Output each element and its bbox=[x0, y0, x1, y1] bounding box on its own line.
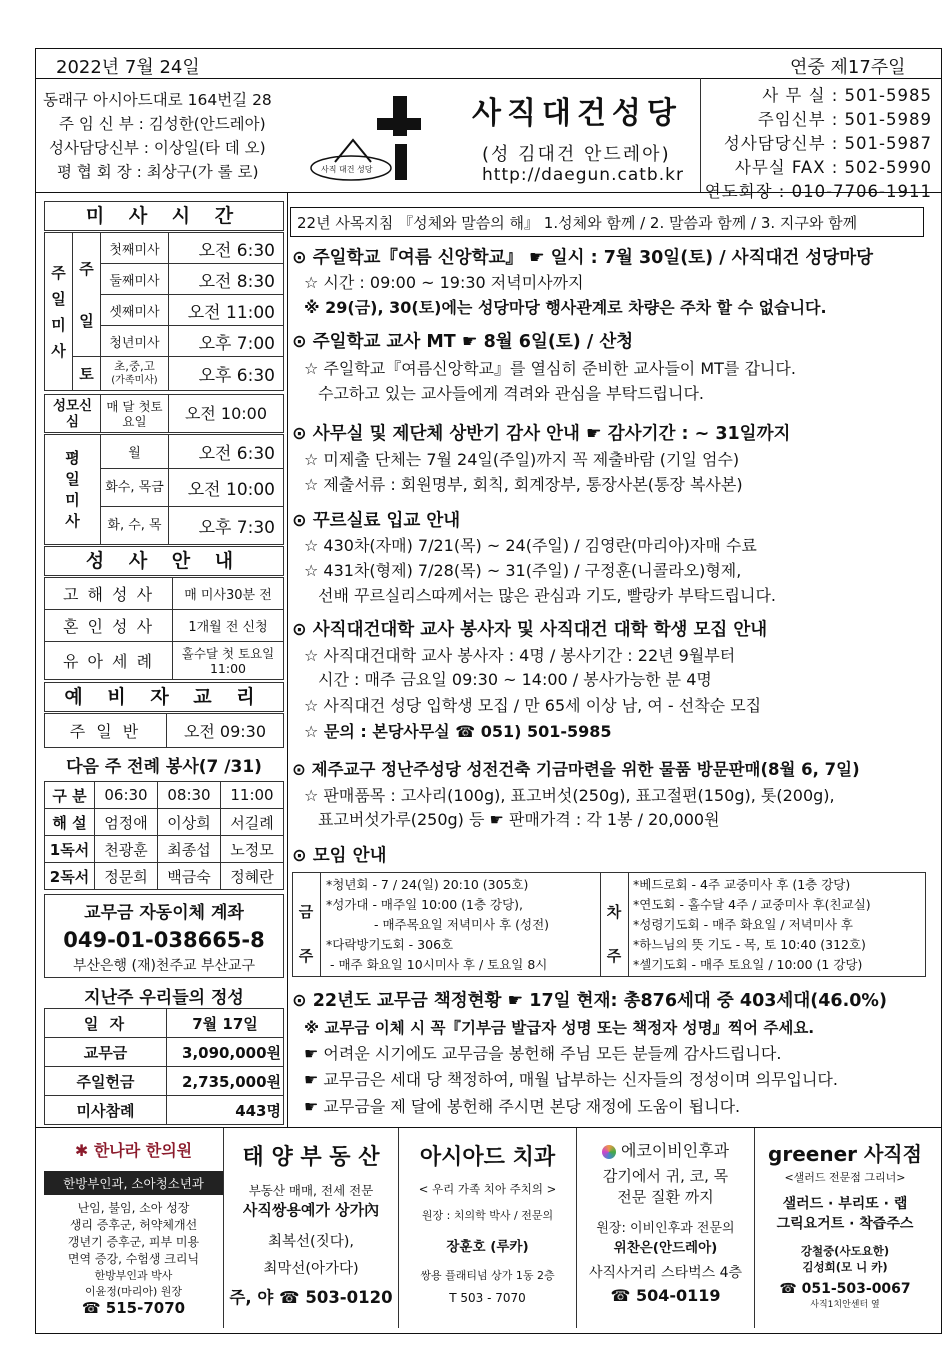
holyhour-table bbox=[44, 394, 284, 433]
week-title: 연중 제17주일 bbox=[790, 57, 906, 78]
ad-hanbang bbox=[44, 1128, 224, 1328]
mass-5-name-a: 초,중,고 bbox=[114, 359, 155, 373]
phone-council: 연도회장 : 010-7706-1911 bbox=[704, 182, 932, 201]
serve-r1-3: 서길례 bbox=[221, 809, 284, 836]
sacr-1-name: 고 해 성 사 bbox=[45, 578, 173, 610]
meet-l-5: - 매주 화요일 10시미사 후 / 토요일 8시 bbox=[330, 957, 548, 972]
notice-6-title: ⊙ 제주교구 정난주성당 성전건축 기금마련을 위한 물품 방문판매(8월 6, 7일) bbox=[292, 760, 860, 779]
holyhour-label: 성모신심 bbox=[45, 395, 101, 433]
serve-r2-0: 1독서 bbox=[45, 836, 95, 863]
sacr-2-name: 혼 인 성 사 bbox=[45, 610, 173, 642]
ad3-name: 아시아드 치과 bbox=[419, 1145, 556, 1170]
mass-2-time: 오전 8:30 bbox=[169, 264, 284, 295]
notice-5-a: ☆ 사직대건대학 교사 봉사자 : 4명 / 봉사기간 : 22년 9월부터 bbox=[304, 646, 736, 665]
notice-2-b: 수고하고 있는 교사들에게 격려와 관심을 부탁드립니다. bbox=[318, 384, 705, 403]
ad3-tel: T 503 - 7070 bbox=[449, 1291, 526, 1305]
serve-head-0: 구 분 bbox=[45, 782, 95, 809]
parish-info bbox=[43, 88, 272, 184]
ad3-l1: < 우리 가족 치아 주치의 > bbox=[418, 1182, 557, 1196]
patron-saint: (성 김대건 안드레아) bbox=[482, 144, 671, 165]
header-bottom-rule bbox=[35, 192, 942, 193]
ad1-l3: 갱년기 증후군, 피부 미용 bbox=[67, 1235, 200, 1249]
cha-label: 차 주 bbox=[606, 903, 622, 965]
ad1-l5: 한방부인과 박사 bbox=[94, 1269, 173, 1282]
weekday-3-time: 오후 7:30 bbox=[169, 507, 284, 545]
notice-3-b: ☆ 제출서류 : 회원명부, 회칙, 회계장부, 통장사본(통장 복사본) bbox=[304, 475, 743, 494]
mass-1-name: 첫째미사 bbox=[101, 233, 169, 264]
sunday-label: 주 일 미 사 bbox=[45, 233, 73, 391]
phone-list bbox=[700, 84, 932, 204]
sacr-1-when: 매 미사30분 전 bbox=[173, 578, 284, 610]
ad-greener bbox=[755, 1128, 935, 1328]
meeting-div-b bbox=[600, 872, 601, 977]
to-label: 토 bbox=[73, 357, 101, 391]
ad3-l2: 원장 : 치의학 박사 / 전문의 bbox=[421, 1209, 554, 1222]
ad1-tel: ☎ 515-7070 bbox=[81, 1299, 186, 1317]
ad1-name-text: 한나라 한의원 bbox=[93, 1141, 193, 1160]
serve-r1-2: 이상희 bbox=[158, 809, 221, 836]
notice-2-title: ⊙ 주일학교 교사 MT ☛ 8월 6일(토) / 산청 bbox=[292, 332, 634, 352]
ad4-l5: 사직사거리 스타벅스 4층 bbox=[588, 1265, 743, 1281]
notice-1-a: ☆ 시간 : 09:00 ~ 19:30 저녁미사까지 bbox=[304, 273, 584, 292]
parish-name: 사직대건성당 bbox=[472, 96, 682, 131]
council-head: 평 협 회 장 : 최상구(가 롤 로) bbox=[57, 163, 259, 181]
off-r1-v: 7월 17일 bbox=[167, 1009, 284, 1038]
off-r2-v: 3,090,000원 bbox=[167, 1038, 284, 1067]
catechism-table bbox=[44, 713, 284, 748]
notice-1-title: ⊙ 주일학교『여름 신앙학교』 ☛ 일시 : 7월 30일(토) / 사직대건 성당마당 bbox=[292, 248, 874, 268]
ad2-l1: 부동산 매매, 전세 전문 bbox=[248, 1183, 374, 1198]
notice-4-b: ☆ 431차(형제) 7/28(목) ~ 31(주일) / 구정훈(니콜라오)형제, bbox=[304, 561, 742, 580]
motto: 22년 사목지침 『성체와 말씀의 해』 1.성체와 함께 / 2. 말씀과 함께 / 3. 지구와 함께 bbox=[297, 214, 858, 232]
meeting-div-a bbox=[320, 872, 321, 977]
mass-1-time: 오전 6:30 bbox=[169, 233, 284, 264]
eco-logo-icon bbox=[602, 1145, 616, 1159]
weekday-1-day: 월 bbox=[101, 435, 169, 469]
holyhour-time: 오전 10:00 bbox=[169, 395, 284, 433]
holyhour-when: 매 달 첫토요일 bbox=[101, 395, 169, 433]
notice-4-a: ☆ 430차(자매) 7/21(목) ~ 24(주일) / 김영란(마리아)자매 수료 bbox=[304, 536, 757, 555]
notice-5-title: ⊙ 사직대건대학 교사 봉사자 및 사직대건 대학 학생 모집 안내 bbox=[292, 620, 768, 640]
serve-r1-1: 엄정애 bbox=[95, 809, 158, 836]
notice-8-d: ☛ 교무금을 제 달에 봉헌해 주시면 본당 재정에 도움이 됩니다. bbox=[304, 1097, 741, 1116]
ju-label: 주 일 bbox=[73, 233, 101, 357]
phone-asst: 성사담당신부 : 501-5987 bbox=[723, 134, 932, 153]
ad3-l4: 쌍용 플래티넘 상가 1동 2층 bbox=[420, 1269, 555, 1282]
notice-8-a: ※ 교무금 이체 시 꼭『기부금 발급자 성명 또는 책정자 성명』찍어 주세요. bbox=[304, 1019, 815, 1037]
ad1-l6: 이윤정(마리아) 원장 bbox=[84, 1285, 183, 1298]
ad2-l3: 최복선(짓다), bbox=[268, 1234, 354, 1250]
weekday-3-day: 화, 수, 목 bbox=[101, 507, 169, 545]
weekday-1-time: 오전 6:30 bbox=[169, 435, 284, 469]
sacr-3-when: 홀수달 첫 토요일 11:00 bbox=[173, 642, 284, 680]
serve-head-1: 06:30 bbox=[95, 782, 158, 809]
meet-r-4: *하느님의 뜻 기도 - 목, 토 10:40 (312호) bbox=[633, 937, 866, 952]
phone-pastor: 주임신부 : 501-5989 bbox=[757, 110, 932, 129]
pastor: 주 임 신 부 : 김성한(안드레아) bbox=[59, 115, 266, 133]
ad1-l2: 생리 증후군, 허약체개선 bbox=[69, 1218, 198, 1232]
mass-5-name bbox=[101, 357, 169, 391]
off-r1-k: 일 자 bbox=[45, 1009, 167, 1038]
ad5-name: greener 사직점 bbox=[768, 1142, 922, 1166]
notice-2-a: ☆ 주일학교『여름신앙학교』를 열심히 준비한 교사들이 MT를 갑니다. bbox=[304, 359, 796, 378]
meet-l-2: *성가대 - 매주일 10:00 (1층 강당), bbox=[326, 897, 524, 912]
phone-office: 사 무 실 : 501-5985 bbox=[762, 86, 932, 105]
serve-title: 다음 주 전례 봉사(7 /31) bbox=[66, 757, 262, 777]
parish-logo bbox=[305, 92, 435, 184]
cat-name: 주 일 반 bbox=[45, 714, 167, 748]
ad4-l2: 전문 질환 까지 bbox=[617, 1188, 714, 1206]
account-bank: 부산은행 (재)천주교 부산교구 bbox=[72, 958, 256, 974]
sacr-2-when: 1개월 전 신청 bbox=[173, 610, 284, 642]
ad2-tel: 주, 야 ☎ 503-0120 bbox=[229, 1288, 393, 1307]
offering-title: 지난주 우리들의 정성 bbox=[84, 988, 244, 1008]
ad1-l1: 난임, 불임, 소아 성장 bbox=[77, 1201, 190, 1215]
ad4-tel: ☎ 504-0119 bbox=[610, 1286, 721, 1305]
meeting-div-c bbox=[628, 872, 629, 977]
cat-time: 오전 09:30 bbox=[167, 714, 284, 748]
sacrament-table bbox=[44, 577, 284, 680]
ad5-l3: 그릭요거트 · 착즙주스 bbox=[776, 1216, 914, 1232]
offering-table bbox=[44, 1008, 284, 1125]
ad5-l1: <샐러드 전문점 그리너> bbox=[784, 1171, 906, 1184]
meet-l-4: *다락방기도회 - 306호 bbox=[326, 937, 454, 952]
serve-r3-1: 정문희 bbox=[95, 863, 158, 890]
weekday-label: 평 일 미 사 bbox=[45, 435, 101, 545]
ad-dental bbox=[399, 1128, 577, 1328]
ad2-l4: 최막선(아가다) bbox=[263, 1261, 359, 1277]
website[interactable]: http://daegun.catb.kr bbox=[482, 165, 684, 185]
catechism-title: 예 비 자 교 리 bbox=[44, 682, 284, 712]
notice-5-b: 시간 : 매주 금요일 09:30 ~ 14:00 / 봉사가능한 분 4명 bbox=[318, 670, 712, 689]
mass-table bbox=[44, 232, 284, 391]
meet-l-1: *청년회 - 7 / 24(일) 20:10 (305호) bbox=[326, 877, 529, 892]
date: 2022년 7월 24일 bbox=[56, 57, 200, 78]
off-r3-k: 주일헌금 bbox=[45, 1067, 167, 1096]
ad5-l4: 강철중(사도요한) bbox=[800, 1244, 890, 1258]
meet-r-1: *베드로회 - 4주 교중미사 후 (1층 강당) bbox=[633, 877, 851, 892]
sacrament-title: 성 사 안 내 bbox=[44, 546, 284, 576]
phone-fax: 사무실 FAX : 502-5990 bbox=[734, 158, 932, 177]
notice-8-c: ☛ 교무금은 세대 당 책정하여, 매월 납부하는 신자들의 정성이며 의무입니다. bbox=[304, 1070, 838, 1089]
ad3-l3: 장훈호 (루카) bbox=[446, 1239, 529, 1255]
meet-r-2: *연도회 - 홀수달 4주 / 교중미사 후(친교실) bbox=[633, 897, 871, 912]
serve-r2-3: 노정모 bbox=[221, 836, 284, 863]
ad-ent bbox=[577, 1128, 755, 1328]
logo-text: 사직 대건 성당 bbox=[321, 165, 373, 174]
meet-r-3: *성령기도회 - 매주 화요일 / 저녁미사 후 bbox=[633, 917, 853, 932]
ad1-name bbox=[44, 1138, 223, 1161]
account-number: 049-01-038665-8 bbox=[63, 928, 265, 952]
mass-5-name-b: (가족미사) bbox=[111, 375, 158, 386]
geum-label: 금 주 bbox=[298, 903, 314, 965]
ad5-l5: 김성희(모 니 카) bbox=[802, 1260, 888, 1274]
ad1-l4: 면역 증강, 수험생 크리닉 bbox=[67, 1252, 200, 1266]
mass-4-time: 오후 7:00 bbox=[169, 326, 284, 357]
mass-3-time: 오전 11:00 bbox=[169, 295, 284, 326]
notice-3-title: ⊙ 사무실 및 제단체 상반기 감사 안내 ☛ 감사기간 : ~ 31일까지 bbox=[292, 424, 791, 444]
notice-4-c: 선배 꾸르실리스따께서는 많은 관심과 기도, 빨랑카 부탁드립니다. bbox=[318, 586, 777, 605]
meet-right bbox=[633, 875, 871, 975]
meet-l-3: - 매주목요일 저녁미사 후 (성전) bbox=[374, 917, 550, 932]
weekday-2-day: 화수, 목금 bbox=[101, 469, 169, 507]
mass-4-name: 청년미사 bbox=[101, 326, 169, 357]
left-column-rule bbox=[287, 192, 288, 1128]
notice-8-title: ⊙ 22년도 교무금 책정현황 ☛ 17일 현재: 총876세대 중 403세대(46.0%) bbox=[292, 991, 887, 1011]
notice-5-d: ☆ 문의 : 본당사무실 ☎ 051) 501-5985 bbox=[304, 722, 612, 741]
mass-5-time: 오후 6:30 bbox=[169, 357, 284, 391]
ad2-l2: 사직쌍용예가 상가內 bbox=[242, 1201, 380, 1219]
meet-left bbox=[326, 875, 549, 975]
notice-4-title: ⊙ 꾸르실료 입교 안내 bbox=[292, 511, 461, 531]
weekday-table bbox=[44, 434, 284, 545]
mass-2-name: 둘째미사 bbox=[101, 264, 169, 295]
ad5-tel: ☎ 051-503-0067 bbox=[779, 1281, 911, 1297]
off-r3-v: 2,735,000원 bbox=[167, 1067, 284, 1096]
sacr-3-name: 유 아 세 례 bbox=[45, 642, 173, 680]
serve-r2-1: 천광훈 bbox=[95, 836, 158, 863]
notice-7-title: ⊙ 모임 안내 bbox=[292, 846, 387, 866]
ad-realestate bbox=[224, 1128, 399, 1328]
ad5-l2: 샐러드 · 부리또 · 랩 bbox=[782, 1196, 908, 1212]
flower-icon: ✱ bbox=[74, 1141, 94, 1160]
off-r4-k: 미사참례 bbox=[45, 1096, 167, 1125]
notice-8-b: ☛ 어려운 시기에도 교무금을 봉헌해 주님 모든 분들께 감사드립니다. bbox=[304, 1044, 782, 1063]
ad4-l3: 원장: 이비인후과 전문의 bbox=[596, 1221, 735, 1236]
serve-r3-0: 2독서 bbox=[45, 863, 95, 890]
mass-3-name: 셋째미사 bbox=[101, 295, 169, 326]
serve-table bbox=[44, 781, 284, 890]
account-title: 교무금 자동이체 계좌 bbox=[84, 903, 244, 923]
serve-head-3: 11:00 bbox=[221, 782, 284, 809]
serve-r1-0: 해 설 bbox=[45, 809, 95, 836]
off-r2-k: 교무금 bbox=[45, 1038, 167, 1067]
ad2-name: 태 양 부 동 산 bbox=[242, 1145, 380, 1170]
serve-r2-2: 최종섭 bbox=[158, 836, 221, 863]
ad5-l6: 사직1치안센터 옆 bbox=[810, 1300, 880, 1310]
meet-r-5: *셀기도회 - 매주 토요일 / 10:00 (1 강당) bbox=[633, 957, 863, 972]
off-r4-v: 443명 bbox=[167, 1096, 284, 1125]
notice-3-a: ☆ 미제출 단체는 7월 24일(주일)까지 꼭 제출바람 (기일 엄수) bbox=[304, 450, 740, 469]
weekday-2-time: 오전 10:00 bbox=[169, 469, 284, 507]
ad1-bar: 한방부인과, 소아청소년과 bbox=[44, 1171, 223, 1195]
mass-title: 미 사 시 간 bbox=[44, 201, 284, 231]
notice-5-c: ☆ 사직대건 성당 입학생 모집 / 만 65세 이상 남, 여 - 선착순 모집 bbox=[304, 696, 762, 715]
ad4-l1: 감기에서 귀, 코, 목 bbox=[602, 1167, 729, 1185]
address: 동래구 아시아드대로 164번길 28 bbox=[43, 91, 272, 109]
serve-r3-3: 정혜란 bbox=[221, 863, 284, 890]
notice-1-b: ※ 29(금), 30(토)에는 성당마당 행사관계로 차량은 주차 할 수 없습니다. bbox=[304, 298, 827, 317]
ad4-name bbox=[577, 1138, 754, 1161]
serve-r3-2: 백금숙 bbox=[158, 863, 221, 890]
serve-head-2: 08:30 bbox=[158, 782, 221, 809]
ad4-name-text: 에코이비인후과 bbox=[620, 1141, 730, 1160]
notice-6-a: ☆ 판매품목 : 고사리(100g), 표고버섯(250g), 표고절편(150g), 톳(200g), bbox=[304, 786, 835, 805]
notice-6-b: 표고버섯가루(250g) 등 ☛ 판매가격 : 각 1봉 / 20,000원 bbox=[318, 810, 720, 829]
assistant-priest: 성사담당신부 : 이상일(타 데 오) bbox=[49, 139, 266, 157]
ad4-l4: 위찬은(안드레아) bbox=[613, 1240, 718, 1256]
